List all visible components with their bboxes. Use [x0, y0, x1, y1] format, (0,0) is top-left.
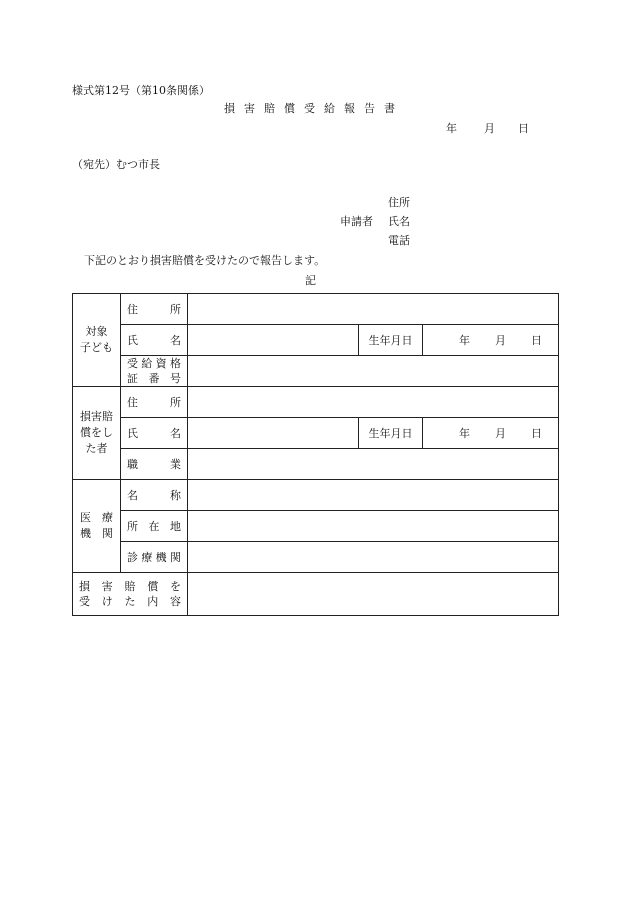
damages-content-label: 損 害 賠 償 を 受 け た 内 容 — [73, 573, 188, 616]
form-number: 様式第12号（第10条関係） — [72, 84, 210, 97]
institution-location-field[interactable] — [188, 511, 559, 542]
institution-name-label: 名 称 — [121, 480, 188, 511]
page-title: 損害賠償受給報告書 — [224, 102, 404, 115]
date-day-label: 日 — [518, 122, 529, 135]
child-cert-number-field[interactable] — [188, 356, 559, 387]
payer-occupation-field[interactable] — [188, 449, 559, 480]
child-birthdate-field[interactable]: 年 月 日 — [423, 325, 559, 356]
payer-birthdate-field[interactable]: 年 月 日 — [423, 418, 559, 449]
payer-birthdate-label: 生年月日 — [359, 418, 423, 449]
payer-occupation-label: 職 業 — [121, 449, 188, 480]
clinical-department-label: 診 療 機 関 — [121, 542, 188, 573]
applicant-role-label: 申請者 — [340, 215, 373, 228]
applicant-address-label: 住所 — [388, 196, 410, 209]
damages-content-field[interactable] — [188, 573, 559, 616]
institution-location-label: 所 在 地 — [121, 511, 188, 542]
child-birthdate-label: 生年月日 — [359, 325, 423, 356]
clinical-department-field[interactable] — [188, 542, 559, 573]
statement: 下記のとおり損害賠償を受けたので報告します。 — [84, 254, 326, 267]
report-table — [72, 293, 559, 616]
child-cert-number-label: 受 給 資 格 証 番 号 — [121, 356, 188, 387]
payer-address-field[interactable] — [188, 387, 559, 418]
child-name-field[interactable] — [188, 325, 359, 356]
payer-address-label: 住 所 — [121, 387, 188, 418]
payer-name-field[interactable] — [188, 418, 359, 449]
child-name-label: 氏 名 — [121, 325, 188, 356]
date-month-label: 月 — [484, 122, 495, 135]
payer-name-label: 氏 名 — [121, 418, 188, 449]
payer-group-label: 損害賠 償をし た者 — [73, 387, 121, 480]
applicant-phone-label: 電話 — [388, 234, 410, 247]
addressee: （宛先）むつ市長 — [72, 158, 160, 171]
institution-name-field[interactable] — [188, 480, 559, 511]
child-group-label: 対象 子ども — [73, 294, 121, 387]
ki-label: 記 — [305, 274, 316, 287]
child-address-field[interactable] — [188, 294, 559, 325]
applicant-name-label: 氏名 — [388, 215, 410, 228]
medical-group-label: 医 療 機 関 — [73, 480, 121, 573]
date-year-label: 年 — [446, 122, 457, 135]
child-address-label: 住 所 — [121, 294, 188, 325]
